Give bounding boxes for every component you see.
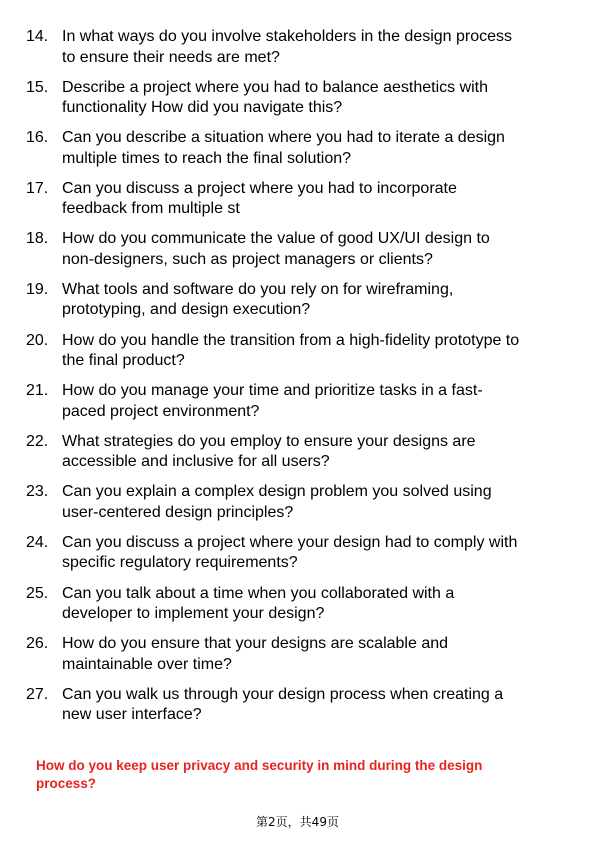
list-item [26,27,571,68]
question-text: What tools and software do you rely on for wireframing, prototyping, and design execution? [62,280,454,319]
question-number: 21. [26,382,49,400]
question-text: Can you discuss a project where you had to incorporate feedback from multiple st [62,179,457,218]
list-item [26,584,571,625]
question-text: Can you walk us through your design process when creating a new user interface? [62,685,504,724]
list-item [26,179,571,220]
question-text: How do you handle the transition from a high-fidelity prototype to the final product? [62,331,520,370]
question-number: 26. [26,635,49,653]
question-number: 15. [26,78,49,96]
list-item [26,533,571,574]
question-text: Can you describe a situation where you had to iterate a design multiple times to reach the final solution? [62,129,505,167]
question-number: 18. [26,230,49,248]
question-number: 16. [26,129,49,147]
list-item [26,482,571,523]
list-item [26,685,571,726]
question-number: 14. [26,28,49,45]
question-text: Can you explain a complex design problem you solved using user-centered design principles? [62,483,492,521]
question-number: 23. [26,483,49,501]
question-number: 17. [26,179,49,197]
list-item [26,280,571,321]
page-footer: 第2页，共49页 [256,815,339,829]
question-number: 20. [26,331,49,349]
question-list [26,27,571,735]
question-text: How do you ensure that your designs are scalable and maintainable over time? [62,635,449,673]
question-text: Can you discuss a project where your design had to comply with specific regulatory requirements? [62,533,518,572]
list-item [26,331,571,372]
question-text: Can you talk about a time when you collaborated with a developer to implement your design? [62,584,455,623]
question-number: 24. [26,533,49,551]
list-item [26,229,571,270]
list-item [26,78,571,119]
question-text: How do you communicate the value of good UX/UI design to non-designers, such as project managers or clients? [62,230,490,268]
highlighted-question: How do you keep user privacy and security in mind during the design process? [36,758,483,791]
list-item [26,381,571,422]
question-number: 22. [26,432,49,450]
question-text: Describe a project where you had to balance aesthetics with functionality How did you navigate this? [62,78,489,117]
question-number: 27. [26,685,49,703]
list-item [26,634,571,675]
list-item [26,432,571,473]
question-text: How do you manage your time and prioritize tasks in a fast- paced project environment? [62,382,483,420]
question-text: In what ways do you involve stakeholders in the design process to ensure their needs are met? [62,28,513,66]
list-item [26,128,571,169]
question-text: What strategies do you employ to ensure your designs are accessible and inclusive for all users? [62,432,476,471]
question-number: 19. [26,280,49,298]
question-number: 25. [26,584,49,602]
